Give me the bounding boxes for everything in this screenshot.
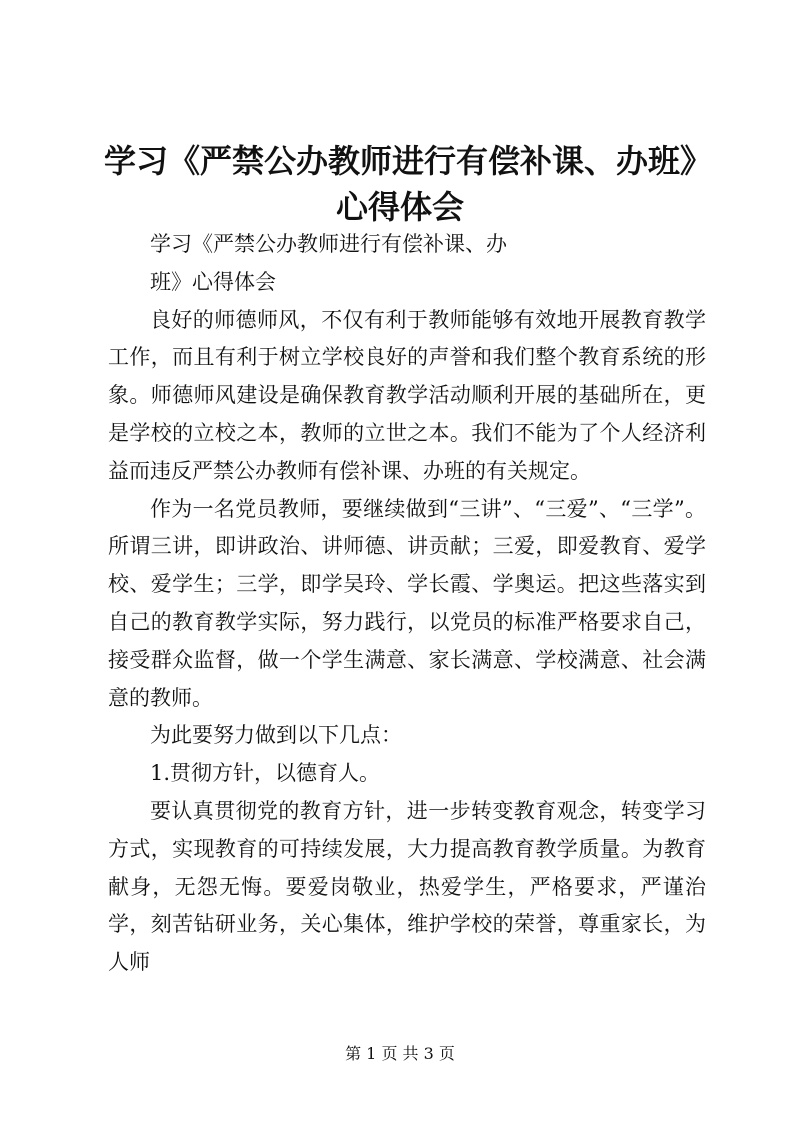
document-body	[108, 226, 706, 982]
document-title: 学习《严禁公办教师进行有偿补课、办班》心得体会	[103, 142, 696, 226]
subtitle-line-1: 学习《严禁公办教师进行有偿补课、办	[150, 232, 507, 256]
paragraph-party-teacher: 作为一名党员教师，要继续做到“三讲”、“三爱”、“三学”。所谓三讲，即讲政治、讲师德、讲贡献；三爱，即爱教育、爱学校、爱学生；三学，即学吴玲、学长霞、学奥运。把这些落实到自己的教育教学实际，努力践行，以党员的标准严格要求自己，接受群众监督，做一个学生满意、家长满意、学校满意、社会满意的教师。	[108, 496, 706, 710]
point-heading-1: 1.贯彻方针，以德育人。	[150, 761, 381, 786]
page-footer: 第 1 页 共 3 页	[345, 1044, 455, 1063]
subtitle-line-2: 班》心得体会	[150, 269, 276, 294]
paragraph-points-lead: 为此要努力做到以下几点：	[150, 723, 402, 748]
paragraph-intro: 良好的师德师风，不仅有利于教师能够有效地开展教育教学工作，而且有利于树立学校良好的声誉和我们整个教育系统的形象。师德师风建设是确保教育教学活动顺利开展的基础所在，更是学校的立校之本，教师的立世之本。我们不能为了个人经济利益而违反严禁公办教师有偿补课、办班的有关规定。	[108, 307, 706, 483]
paragraph-point-1: 要认真贯彻党的教育方针，进一步转变教育观念，转变学习方式，实现教育的可持续发展，大力提高教育教学质量。为教育献身，无怨无悔。要爱岗敬业，热爱学生，严格要求，严谨治学，刻苦钻研业务，关心集体，维护学校的荣誉，尊重家长，为人师	[108, 798, 706, 975]
